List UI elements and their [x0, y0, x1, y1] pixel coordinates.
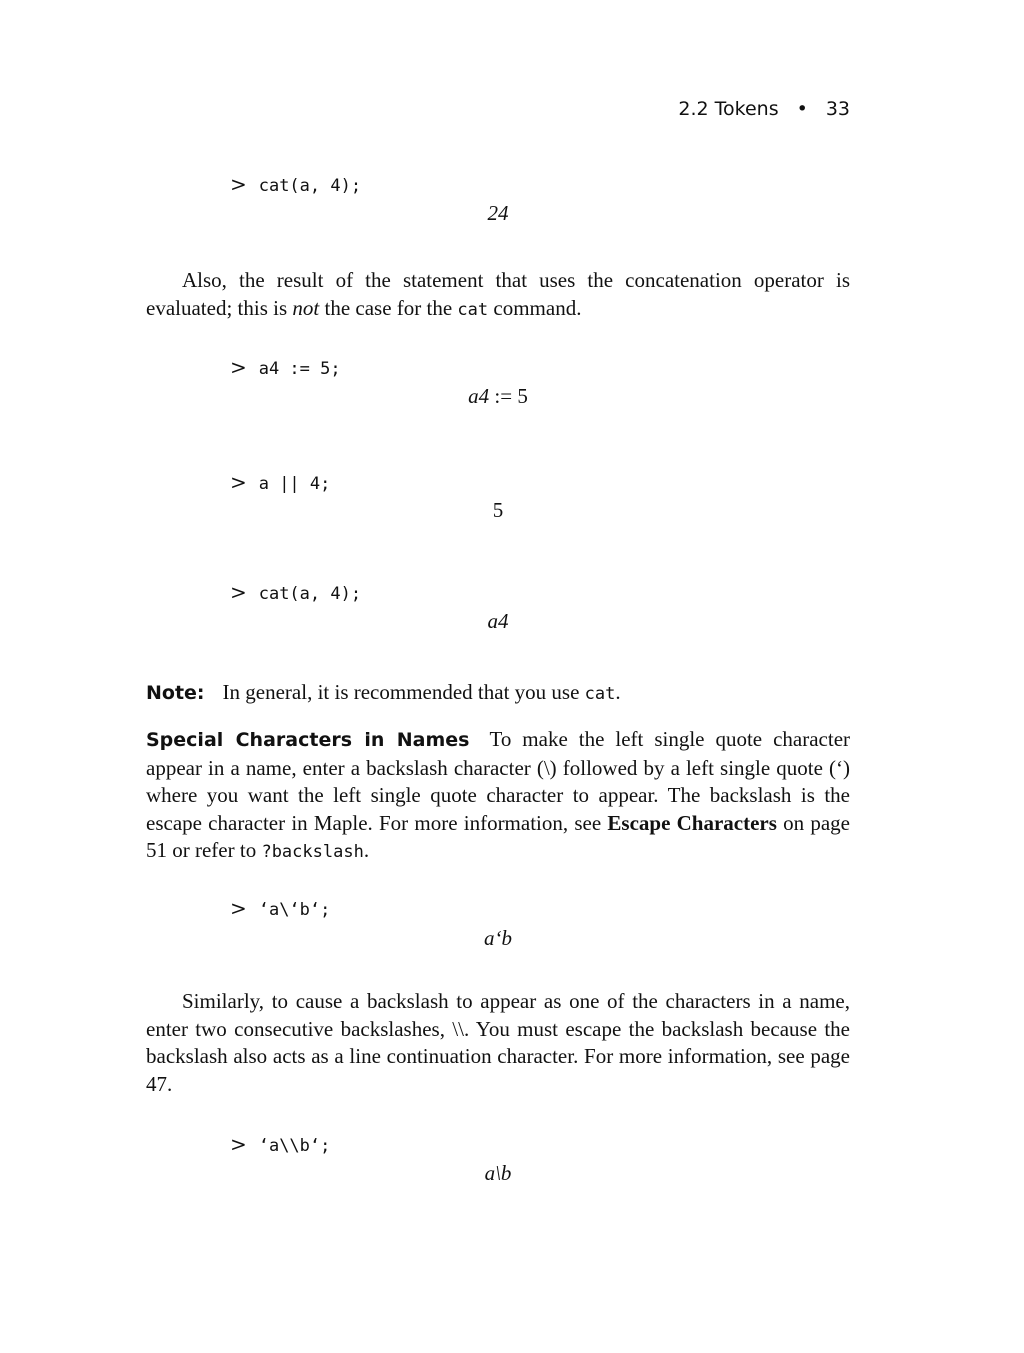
paragraph-text: Similarly, to cause a backslash to appear as one of the characters in a name, enter two consecutive backslashes, \\. You must escape the backslash because the backslash also acts as a line continuation character. For more information, see page 47. [146, 989, 850, 1096]
paragraph-text: Also, the result of the statement that uses the concatenation operator is evaluated; this is [146, 268, 850, 320]
maple-output [146, 1159, 850, 1187]
maple-command: ‘a\‘b‘; [258, 900, 331, 920]
maple-command: a4 := 5; [258, 359, 341, 379]
section-title: 2.2 Tokens [678, 98, 779, 120]
maple-command: ‘a\\b‘; [258, 1136, 331, 1156]
maple-output [146, 382, 850, 410]
prompt-symbol: > [229, 896, 247, 920]
maple-output [146, 199, 850, 227]
note-paragraph [146, 679, 850, 709]
section-heading: Special Characters in Names [146, 729, 470, 751]
note-end: . [615, 680, 621, 704]
note-text: In general, it is recommended that you use [222, 680, 585, 704]
prompt-symbol: > [229, 355, 247, 379]
emphasis-text: not [292, 295, 320, 320]
cross-reference: Escape Characters [607, 810, 777, 835]
paragraph-text: command. [488, 295, 582, 320]
prompt-symbol: > [229, 172, 247, 196]
header-bullet: • [796, 98, 808, 120]
output-assignment: := 5 [489, 384, 528, 408]
paragraph-end: . [363, 838, 370, 863]
maple-command: cat(a, 4); [258, 584, 362, 604]
paragraph-text: the case for the [319, 295, 458, 320]
maple-command: a || 4; [258, 474, 331, 494]
page-number: 33 [825, 98, 850, 120]
inline-code: ?backslash [261, 842, 364, 863]
prompt-symbol: > [229, 470, 247, 494]
special-characters-paragraph [146, 726, 850, 867]
inline-code: cat [584, 684, 616, 704]
output-value: a‘b [484, 926, 512, 950]
running-header [146, 96, 850, 122]
prompt-symbol: > [229, 580, 247, 604]
maple-output [146, 607, 850, 635]
maple-command: cat(a, 4); [258, 176, 362, 196]
paragraph-text: To make the left single quote character appear in a name, enter a backslash character (\) followed by a left single quote (‘) where you want the left single quote character to appear. The backslash is the escape character in Maple. For more information, see [146, 727, 851, 835]
maple-output [146, 496, 850, 524]
output-value: a4 [487, 609, 509, 633]
output-variable: a4 [468, 384, 490, 408]
note-label: Note: [146, 682, 205, 704]
paragraph [146, 267, 850, 324]
inline-code: cat [457, 299, 489, 320]
paragraph [146, 988, 850, 1098]
prompt-symbol: > [229, 1132, 247, 1156]
maple-output [146, 924, 850, 952]
output-value: 5 [492, 498, 504, 522]
output-value: 24 [487, 201, 509, 225]
paragraph-text: on page 51 or refer to [146, 810, 850, 863]
output-value: a\b [484, 1161, 512, 1185]
